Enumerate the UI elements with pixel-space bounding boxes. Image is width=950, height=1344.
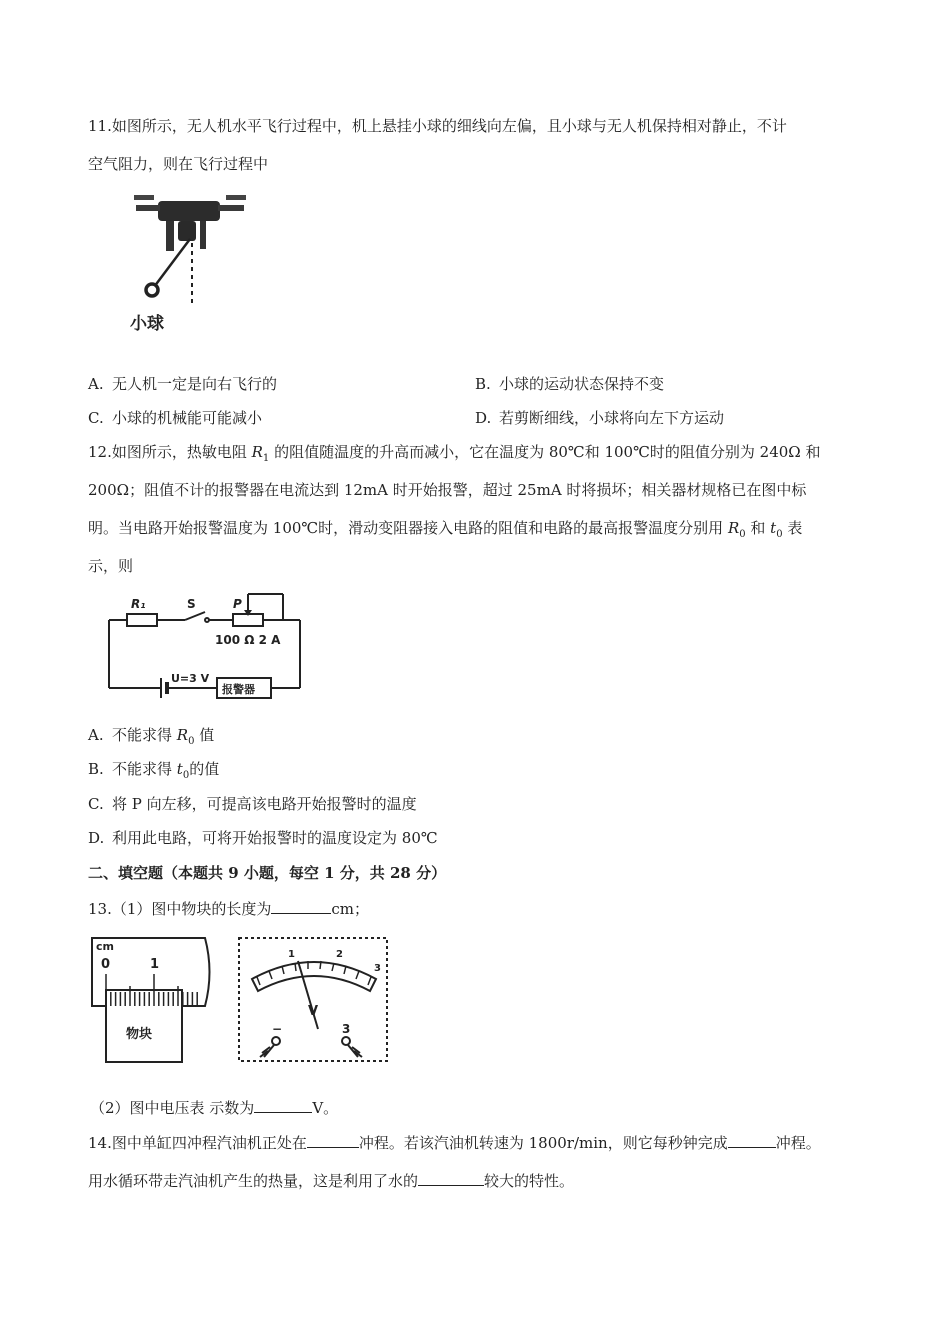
drone-arm-left <box>136 205 160 211</box>
q12-stem-line2: 200Ω；阻值不计的报警器在电流达到 12mA 时开始报警，超过 25mA 时将损坏；相关器材规格已在图中标 <box>88 481 807 499</box>
ball <box>146 284 158 296</box>
switch-lever <box>185 612 205 620</box>
q13-length-blank[interactable] <box>271 899 331 914</box>
q11-option-b[interactable] <box>475 374 664 394</box>
meter-tick-1: 1 <box>288 949 295 960</box>
q11-option-c-letter: C. <box>88 409 104 427</box>
q11-option-a-letter: A. <box>88 375 104 393</box>
q14-count-blank[interactable] <box>728 1133 776 1148</box>
q12-option-d[interactable]: D. 利用此电路，可将开始报警时的温度设定为 80℃ <box>88 829 438 847</box>
drone-rotor-left <box>134 195 154 200</box>
drone-figure <box>130 185 260 335</box>
drone-arm-right <box>218 205 244 211</box>
drone-body <box>158 201 220 221</box>
t0-symbol: t <box>770 519 777 537</box>
q12-stem-line3: 明。当电路开始报警温度为 100℃时，滑动变阻器接入电路的阻值和电路的最高报警温度分别用 $R_0$ 和 $t_0$ 表 <box>88 519 803 540</box>
q13-part1: 13.（1）图中物块的长度为 cm； <box>88 900 370 918</box>
q11-option-a[interactable] <box>88 374 277 394</box>
q14-property-blank[interactable] <box>418 1171 484 1186</box>
meter-tick-2: 2 <box>336 949 343 960</box>
terminal-3 <box>342 1037 350 1045</box>
q14-stroke-blank[interactable] <box>307 1133 359 1148</box>
slider-label: P <box>233 597 242 611</box>
terminal-negative-label: − <box>272 1022 283 1036</box>
circuit-diagram <box>105 592 305 702</box>
q12-stem-line1: 12.如图所示，热敏电阻 $R_1$ 的阻值随温度的升高而减小，它在温度为 80℃和 100℃时的阻值分别为 240Ω 和 <box>88 443 821 464</box>
q11-stem-line2: 空气阻力，则在飞行过程中 <box>88 155 269 173</box>
drone-camera <box>178 221 196 241</box>
q12-option-c[interactable]: C. 将 P 向左移，可提高该电路开始报警时的温度 <box>88 795 417 813</box>
ruler-tick-1: 1 <box>150 957 160 972</box>
terminal-3-label: 3 <box>342 1022 351 1036</box>
r1-label: R₁ <box>131 597 146 611</box>
q11-option-c-text: 小球的机械能可能减小 <box>112 409 263 427</box>
drone-rotor-right <box>226 195 246 200</box>
q11-option-d-letter: D. <box>475 409 492 427</box>
ruler-tick-0: 0 <box>101 957 111 972</box>
block-label: 物块 <box>126 1027 153 1042</box>
q11-option-d-text: 若剪断细线，小球将向左下方运动 <box>499 409 725 427</box>
section2-title: 二、填空题（本题共 9 小题，每空 1 分，共 28 分） <box>88 864 447 882</box>
q11-option-a-text: 无人机一定是向右飞行的 <box>112 375 278 393</box>
q12-stem-line4: 示，则 <box>88 557 134 575</box>
q11-option-b-letter: B. <box>475 375 491 393</box>
meter-tick-3: 3 <box>374 963 381 974</box>
q14-line2: 用水循环带走汽油机产生的热量，这是利用了水的 较大的特性。 <box>88 1172 575 1190</box>
voltmeter-figure <box>238 937 390 1064</box>
q13-part2: （2）图中电压表 示数为 V。 <box>90 1099 339 1117</box>
q12-option-b[interactable]: B. 不能求得 $t_0$的值 <box>88 760 220 781</box>
voltage-label: U=3 V <box>171 672 210 685</box>
alarm-label: 报警器 <box>222 683 255 696</box>
q11-stem-line1: 11.如图所示，无人机水平飞行过程中，机上悬挂小球的细线向左偏，且小球与无人机保持相对静止，不计 <box>88 117 787 135</box>
q11-option-d[interactable] <box>475 408 724 428</box>
q12-option-a[interactable]: A. 不能求得 $R_0$ 值 <box>88 726 215 747</box>
rheostat-spec: 100 Ω 2 A <box>215 633 281 647</box>
q14-line1: 14.图中单缸四冲程汽油机正处在 冲程。若该汽油机转速为 1800r/min，则它每秒钟完成 冲程。 <box>88 1134 821 1152</box>
terminal-negative <box>272 1037 280 1045</box>
meter-symbol: V <box>308 1004 319 1019</box>
ball-label: 小球 <box>130 314 164 334</box>
q11-option-b-text: 小球的运动状态保持不变 <box>499 375 665 393</box>
switch-label: S <box>187 597 196 611</box>
q11-option-c[interactable] <box>88 408 262 428</box>
ruler-unit: cm <box>96 940 114 953</box>
r-symbol: R <box>251 443 263 461</box>
r1-resistor <box>127 614 157 626</box>
ruler-figure <box>90 936 215 1066</box>
drone-leg-right <box>200 221 206 249</box>
drone-leg-left <box>166 221 174 251</box>
r0-symbol: R <box>727 519 740 537</box>
q13-voltage-blank[interactable] <box>254 1098 312 1113</box>
